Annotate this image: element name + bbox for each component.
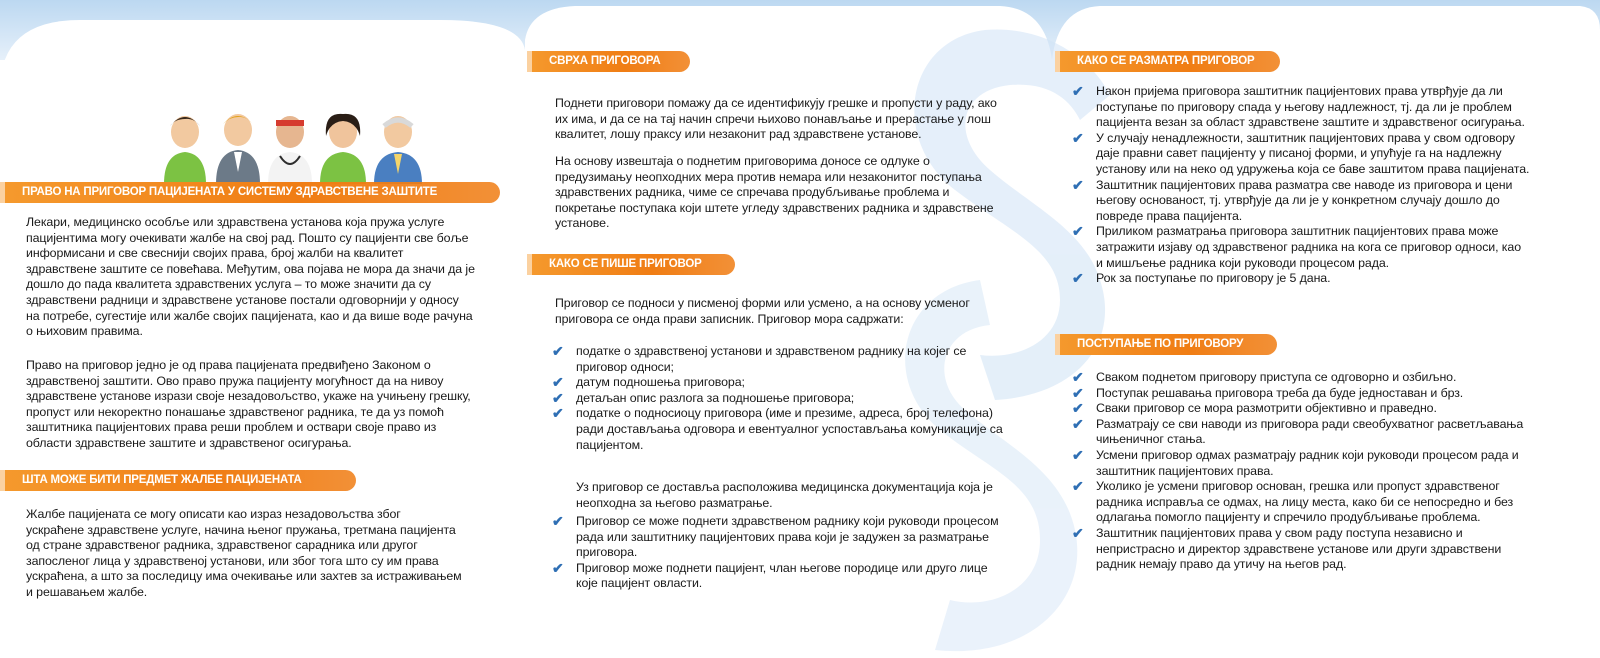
list-item: ✔ У случају ненадлежности, заштитник пацијентових права у свом одговору даје правни савет пацијенту у писаној форми, и упућује га на надлежну установу или на неко од удружења која се баве заштитом права пацијената. [1072, 129, 1530, 176]
list-item: ✔ Сваком поднетом приговору приступа се одговорно и озбиљно. [1072, 369, 1457, 385]
check-icon: ✔ [552, 405, 564, 422]
list-item: ✔ Заштитник пацијентових права у свом раду поступа независно и непристрасно и директор здравствене установе или други здравствени радник немају право да утичу на његов рад. [1072, 524, 1502, 572]
check-icon: ✔ [1072, 270, 1084, 287]
check-icon: ✔ [1072, 384, 1084, 401]
paragraph-purpose: Поднети приговори помажу да се идентификују грешке и пропусти у раду, ако их има, и да се на тај начин спречи њихово понављање и прерастање у лош квалитет, лошу праксу или незаконит рад здравствене установе. [555, 96, 997, 142]
list-item: ✔ Сваки приговор се мора размотрити објективно и праведно. [1072, 400, 1437, 417]
check-icon: ✔ [1072, 478, 1084, 495]
list-item: ✔ Приговор се може поднети здравственом раднику који руководи процесом рада или заштитнику пацијентових права који је задужен за разматрање приговора. [552, 513, 999, 560]
check-icon: ✔ [1072, 369, 1084, 385]
list-item: ✔ Заштитник пацијентових права разматра све наводе из приговора и цени његову основаност, тј. утврђује да ли је у конкретном случају дошло до повреде права пацијента. [1072, 176, 1513, 223]
list-item: ✔ Приликом разматрања приговора заштитник пацијентових права може затражити изјаву од здравственог радника на кога се приговор односи, као и мишљење радника који руководи процесом рада. [1072, 223, 1521, 270]
list-item: ✔ Усмени приговор одмах разматрају радник који руководи процесом рада и заштитник пацијентових права. [1072, 446, 1519, 478]
check-icon: ✔ [552, 389, 564, 406]
paragraph-complaints: Жалбе пацијената се могу описати као израз незадовољства због ускраћене здравствене услуге, начина њеног пружања, третмана пацијента од стране здравственог радника, здравственог сарадника или другог запосленог лица у здравственој установи, или због тога што су им права ускраћена, а што за последицу има очекивање или захтев за истраживањем и решавањем жалбе. [26, 507, 462, 599]
check-icon: ✔ [1072, 446, 1084, 463]
paragraph-doctors: Лекари, медицинско особље или здравствена установа која пружа услуге пацијентима могу очекивати жалбе на свој рад. Пошто су пацијенти све боље информисани и све свеснији својих права, број жалби на квалитет здравствене заштите се повећава. Међутим, ова појава не мора да значи да је дошло до пада квалитета здравствених услуга – то може значити да су здравствени радници и здравствене установе постали одговорнији у односу на потребе, сугестије или жалбе својих пацијената, као и да више воде рачуна о њиховим правима. [26, 215, 475, 339]
banner-how-considered: КАКО СЕ РАЗМАТРА ПРИГОВОР [1055, 51, 1280, 72]
paragraph-reports: На основу извештаја о поднетим приговорима доносе се одлуке о предузимању неопходних мера против немара или незаконитог поступања здравствених радника, чиме се спречава продубљивање проблема и покретање поступака који штете угледу здравствених радника и здравствене установе. [555, 154, 994, 231]
list-item: ✔ Након пријема приговора заштитник пацијентових права утврђује да ли поступање по приговору спада у његову надлежност, тј. да ли је проблем пацијента везан за област здравствене заштите и здравственог осигурања. [1072, 83, 1525, 130]
banner-purpose: СВРХА ПРИГОВОРА [527, 51, 690, 72]
list-item: ✔ Рок за поступање по приговору је 5 дана. [1072, 270, 1331, 287]
list-item: ✔ Разматрају се сви наводи из приговора ради свеобухватног расветљавања чињеничног стања. [1072, 415, 1524, 447]
banner-how-to-write: КАКО СЕ ПИШЕ ПРИГОВОР [527, 254, 735, 275]
check-icon: ✔ [552, 559, 564, 576]
complaint-submission-list [550, 514, 1030, 592]
complaint-contents-list [550, 344, 1030, 453]
check-icon: ✔ [552, 513, 564, 529]
check-icon: ✔ [1072, 129, 1084, 146]
handling-list [1070, 370, 1590, 573]
paragraph-how-to-write: Приговор се подноси у писменој форми или усмено, а на основу усменог приговора се онда прави записник. Приговор мора садржати: [555, 296, 970, 326]
list-item: ✔ Уколико је усмени приговор основан, грешка или пропуст здравственог радника исправља се одмах, на лицу места, како би се непосредно и без одлагања помогло пацијенту и спречило продубљивање проблема. [1072, 478, 1514, 525]
list-item: ✔ податке о подносиоцу приговора (име и презиме, адреса, број телефона) ради достављања одговора и евентуалног успостављања комуникације са пацијентом. [552, 405, 1003, 452]
list-item: ✔ Поступак решавања приговора треба да буде једноставан и брз. [1072, 384, 1464, 401]
check-icon: ✔ [552, 374, 564, 391]
list-item: ✔ датум подношења приговора; [552, 374, 745, 391]
list-item: ✔ податке о здравственој установи и здравственом раднику на којег се приговор односи; [552, 343, 967, 374]
check-icon: ✔ [1072, 524, 1084, 541]
list-item: ✔ Приговор може поднети пацијент, члан његове породице или друго лице које пацијент овласти. [552, 559, 988, 591]
banner-subject-of-complaint: ШТА МОЖЕ БИТИ ПРЕДМЕТ ЖАЛБЕ ПАЦИЈЕНАТА [0, 470, 356, 491]
check-icon: ✔ [1072, 83, 1084, 99]
paragraph-documentation: Уз приговор се доставља расположива медицинска документација која је неопходна за његово разматрање. [576, 480, 993, 510]
check-icon: ✔ [552, 343, 564, 359]
banner-handling: ПОСТУПАЊЕ ПО ПРИГОВОРУ [1055, 334, 1277, 355]
list-item: ✔ детаљан опис разлога за подношење приговора; [552, 389, 855, 406]
check-icon: ✔ [1072, 176, 1084, 193]
banner-right-to-complaint: ПРАВО НА ПРИГОВОР ПАЦИЈЕНАТА У СИСТЕМУ ЗДРАВСТВЕНЕ ЗАШТИТЕ [0, 182, 500, 203]
check-icon: ✔ [1072, 415, 1084, 432]
check-icon: ✔ [1072, 400, 1084, 417]
consideration-list [1070, 84, 1590, 287]
check-icon: ✔ [1072, 223, 1084, 240]
people-illustration [160, 112, 430, 184]
paragraph-right-law: Право на приговор једно је од права пацијената предвиђено Законом о здравственој заштити. Ово право пружа пацијенту могућност да на нивоу здравствене установе изрази своје незадовољство, укаже на учињену грешку, пропуст или некоректно понашање здравственог радника, те да уз помоћ заштитника пацијентових права реши проблем и оствари своје право из области здравствене заштите и здравственог осигурања. [26, 358, 471, 450]
